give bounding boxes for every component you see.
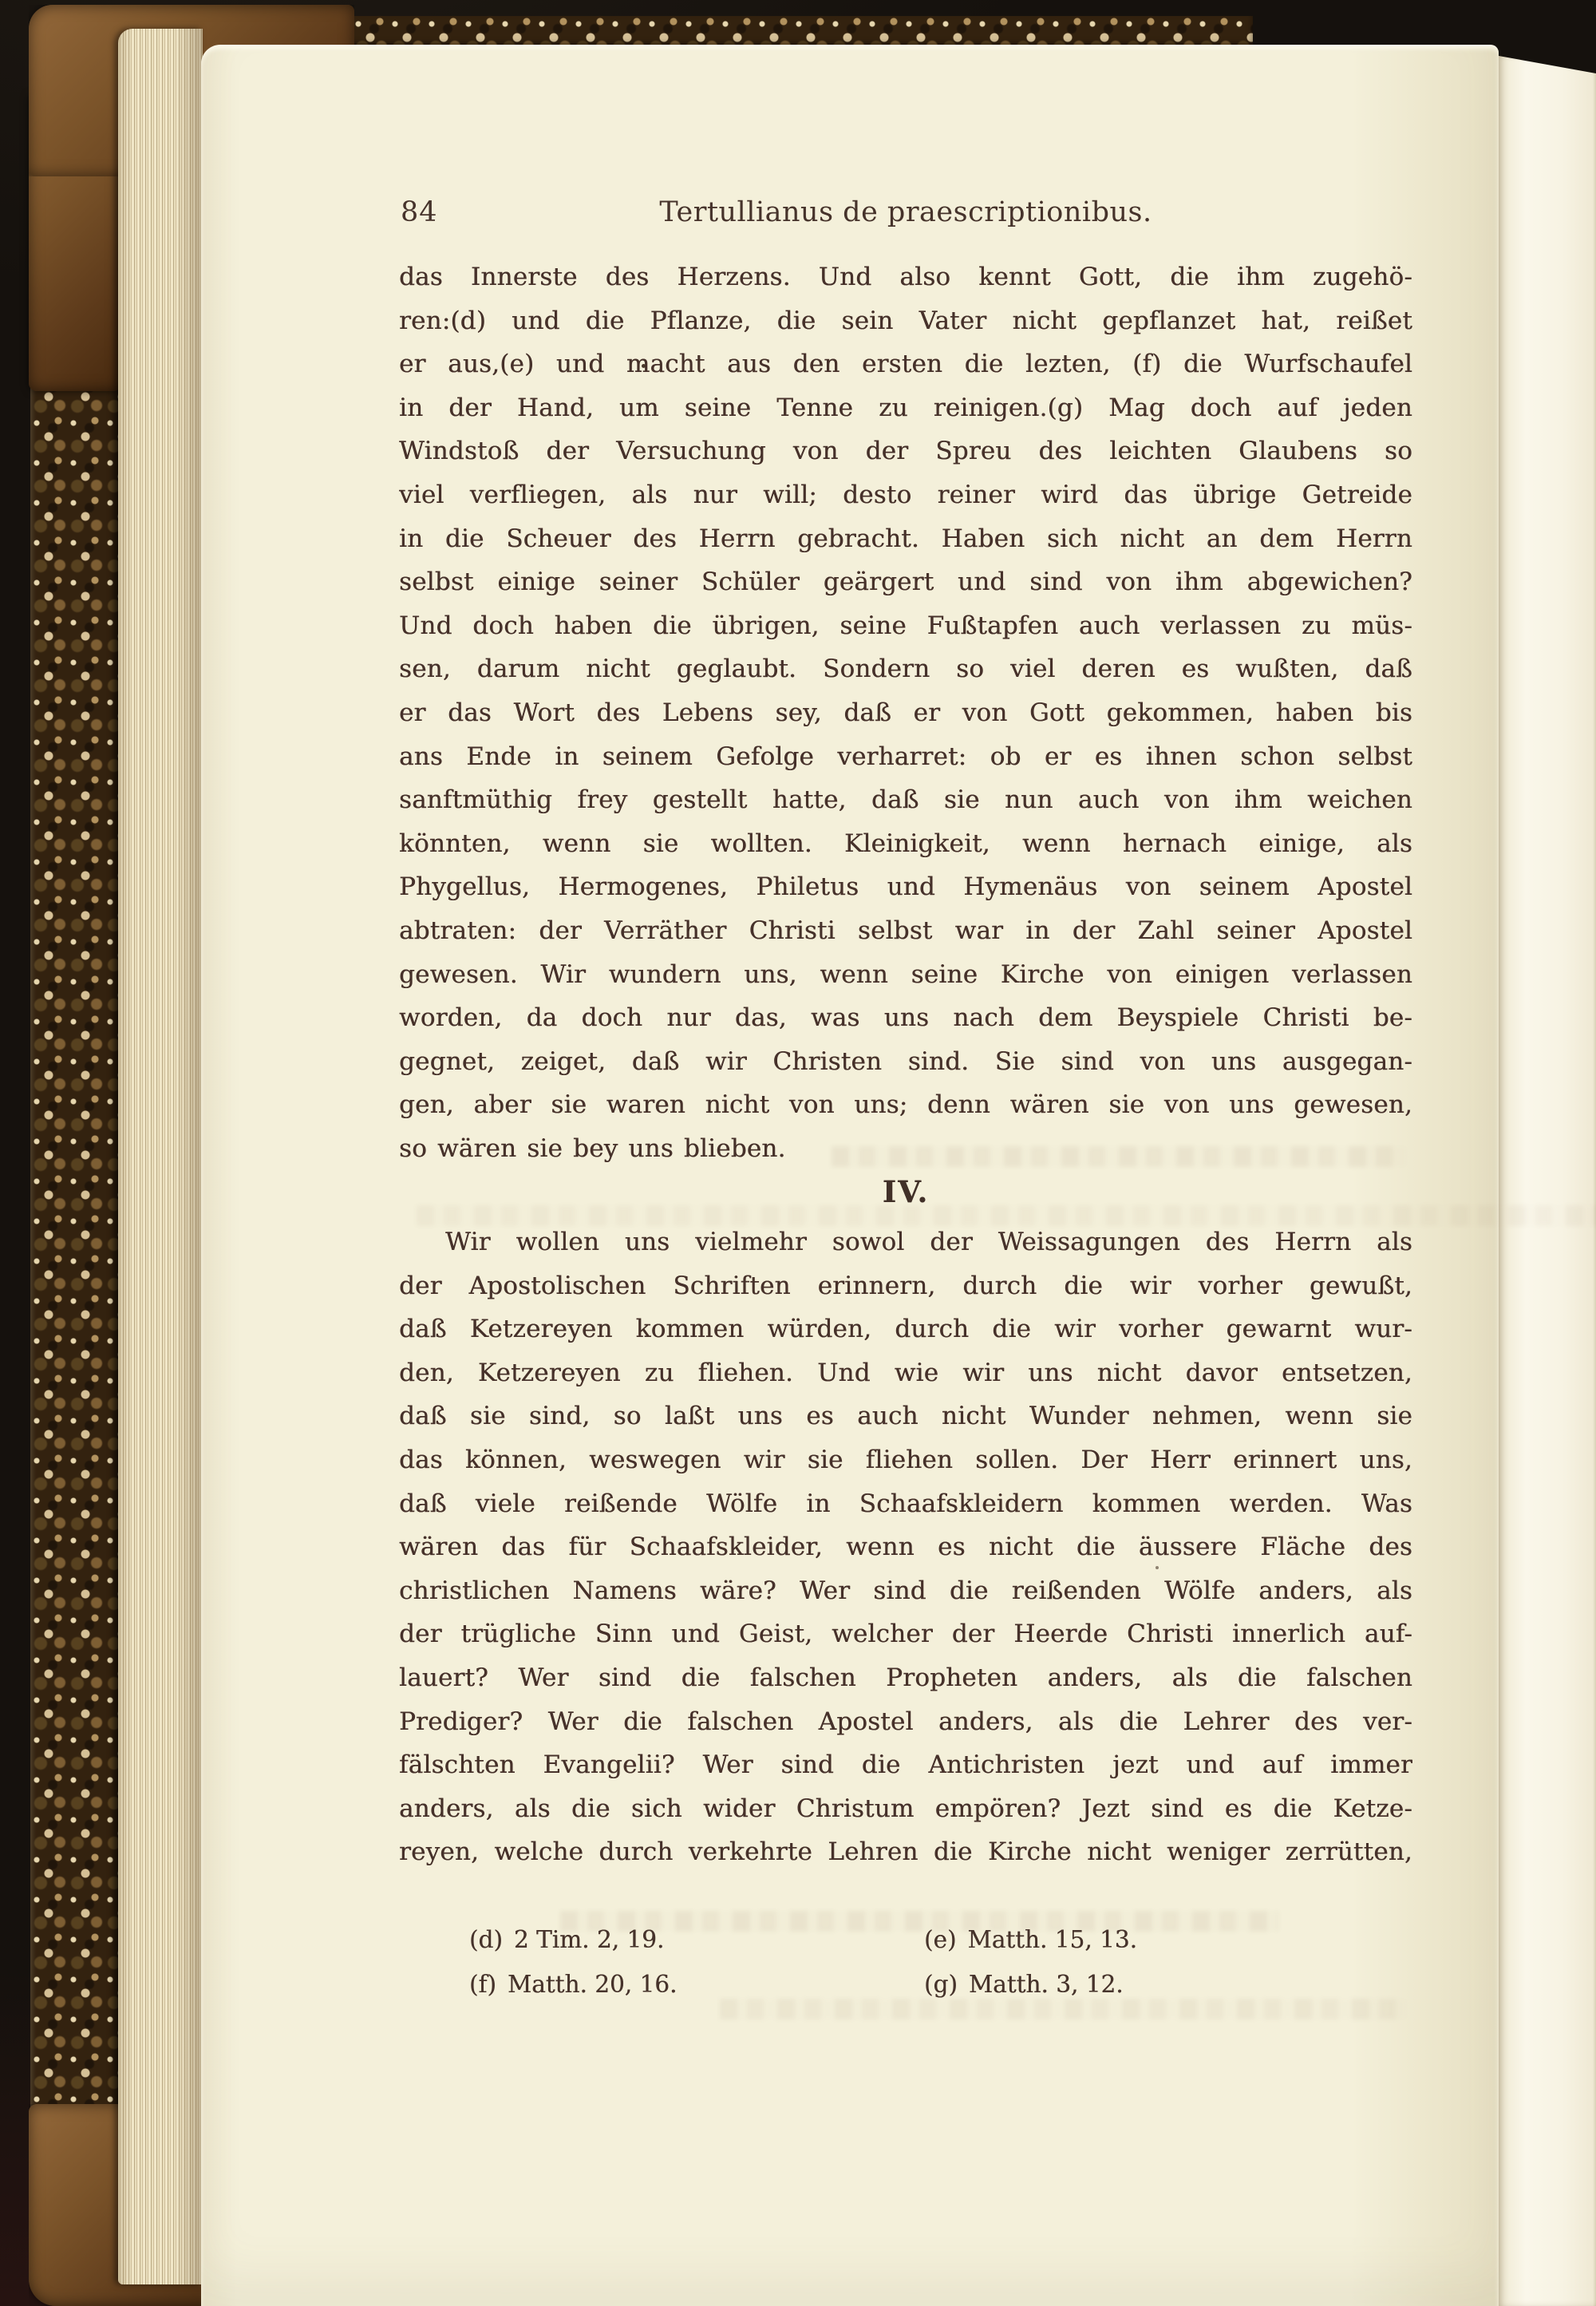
footnote-reference: Matth. 20, 16. — [507, 1970, 678, 1998]
text-line: Windstoß der Versuchung von der Spreu des leichten Glaubens so — [399, 437, 1412, 466]
footnote-label: (d) — [469, 1925, 503, 1953]
text-line: könnten, wenn sie wollten. Kleinigkeit, wenn hernach einige, als — [399, 829, 1412, 858]
footnote-d — [469, 1917, 924, 1962]
text-line: das können, weswegen wir sie fliehen sollen. Der Herr erinnert uns, — [399, 1446, 1412, 1475]
text-line: Phygellus, Hermogenes, Philetus und Hymenäus von seinem Apostel — [399, 872, 1412, 902]
text-line: sanftmüthig frey gestellt hatte, daß sie nun auch von ihm weichen — [399, 785, 1412, 815]
text-line: christlichen Namens wäre? Wer sind die reißenden Wölfe anders, als — [399, 1576, 1412, 1605]
text-line: Prediger? Wer die falschen Apostel anders, als die Lehrer des ver- — [399, 1707, 1412, 1736]
text-line: reyen, welche durch verkehrte Lehren die Kirche nicht weniger zerrütten, — [399, 1837, 1412, 1867]
text-line: lauert? Wer sind die falschen Propheten anders, als die falschen — [399, 1663, 1412, 1692]
footnote-reference: 2 Tim. 2, 19. — [513, 1925, 665, 1953]
facing-page-gutter — [1499, 56, 1596, 2306]
book-page — [201, 45, 1499, 2306]
text-line: daß viele reißende Wölfe in Schaafskleidern kommen werden. Was — [399, 1489, 1412, 1518]
text-line: viel verfliegen, als nur will; desto reiner wird das übrige Getreide — [399, 480, 1412, 509]
text-line: den, Ketzereyen zu fliehen. Und wie wir uns nicht davor entsetzen, — [399, 1358, 1412, 1387]
footnote-reference: Matth. 3, 12. — [968, 1970, 1124, 1998]
marbled-cover-top-edge — [315, 16, 1253, 48]
footnote-label: (e) — [924, 1925, 957, 1953]
text-line: Und doch haben die übrigen, seine Fußtapfen auch verlassen zu müs- — [399, 611, 1412, 640]
footnotes — [399, 1917, 1412, 2007]
footnote-label: (f) — [469, 1970, 496, 1998]
footnote-label: (g) — [924, 1970, 958, 1998]
text-line: selbst einige seiner Schüler geärgert und sind von ihm abgewichen? — [399, 568, 1412, 597]
text-line: der Apostolischen Schriften erinnern, durch die wir vorher gewußt, — [399, 1271, 1412, 1300]
paragraph-1 — [399, 255, 1412, 1127]
text-line: abtraten: der Verräther Christi selbst war in der Zahl seiner Apostel — [399, 916, 1412, 945]
text-line: Wir wollen uns vielmehr sowol der Weissagungen des Herrn als — [445, 1228, 1412, 1257]
text-line: gen, aber sie waren nicht von uns; denn wären sie von uns gewesen, — [399, 1090, 1412, 1120]
footnote-e — [924, 1917, 1412, 1962]
text-line: ren:(d) und die Pflanze, die sein Vater nicht gepflanzet hat, reißet — [399, 306, 1412, 335]
text-line: gegnet, zeiget, daß wir Christen sind. Sie sind von uns ausgegan- — [399, 1046, 1412, 1076]
text-line: er aus,(e) und macht aus den ersten die lezten, (f) die Wurfschaufel — [399, 350, 1412, 379]
text-line: ans Ende in seinem Gefolge verharret: ob er es ihnen schon selbst — [399, 742, 1412, 771]
text-line: wären das für Schaafskleider, wenn es nicht die äussere Fläche des — [399, 1533, 1412, 1562]
text-line: daß sie sind, so laßt uns es auch nicht Wunder nehmen, wenn sie — [399, 1402, 1412, 1431]
marbled-cover-left-edge — [30, 335, 120, 2163]
text-line: gewesen. Wir wundern uns, wenn seine Kirche von einigen verlassen — [399, 959, 1412, 989]
text-line: der trügliche Sinn und Geist, welcher der Heerde Christi innerlich auf- — [399, 1620, 1412, 1649]
footnote-reference: Matth. 15, 13. — [967, 1925, 1137, 1953]
text-line: in der Hand, um seine Tenne zu reinigen.(g) Mag doch auf jeden — [399, 393, 1412, 422]
text-line: in die Scheuer des Herrn gebracht. Haben sich nicht an dem Herrn — [399, 524, 1412, 553]
paragraph-1-last-line: so wären sie bey uns blieben. — [399, 1133, 786, 1163]
text-line: er das Wort des Lebens sey, daß er von Gott gekommen, haben bis — [399, 698, 1412, 727]
running-title: Tertullianus de praescriptionibus. — [659, 196, 1152, 228]
page-number: 84 — [401, 196, 438, 228]
text-block — [399, 46, 1412, 2007]
text-line: worden, da doch nur das, was uns nach dem Beyspiele Christi be- — [399, 1003, 1412, 1033]
text-line: das Innerste des Herzens. Und also kennt Gott, die ihm zugehö- — [399, 263, 1412, 291]
text-line: daß Ketzereyen kommen würden, durch die wir vorher gewarnt wur- — [399, 1315, 1412, 1344]
paragraph-2 — [399, 1220, 1412, 1874]
footnote-g — [924, 1962, 1412, 2007]
section-heading: IV. — [882, 1174, 930, 1210]
footnote-f — [469, 1962, 924, 2007]
text-line: anders, als die sich wider Christum empören? Jezt sind es die Ketze- — [399, 1794, 1412, 1823]
page-fore-edges — [118, 29, 203, 2284]
text-line: fälschten Evangelii? Wer sind die Antichristen jezt und auf immer — [399, 1750, 1412, 1780]
text-line: sen, darum nicht geglaubt. Sondern so viel deren es wußten, daß — [399, 655, 1412, 684]
